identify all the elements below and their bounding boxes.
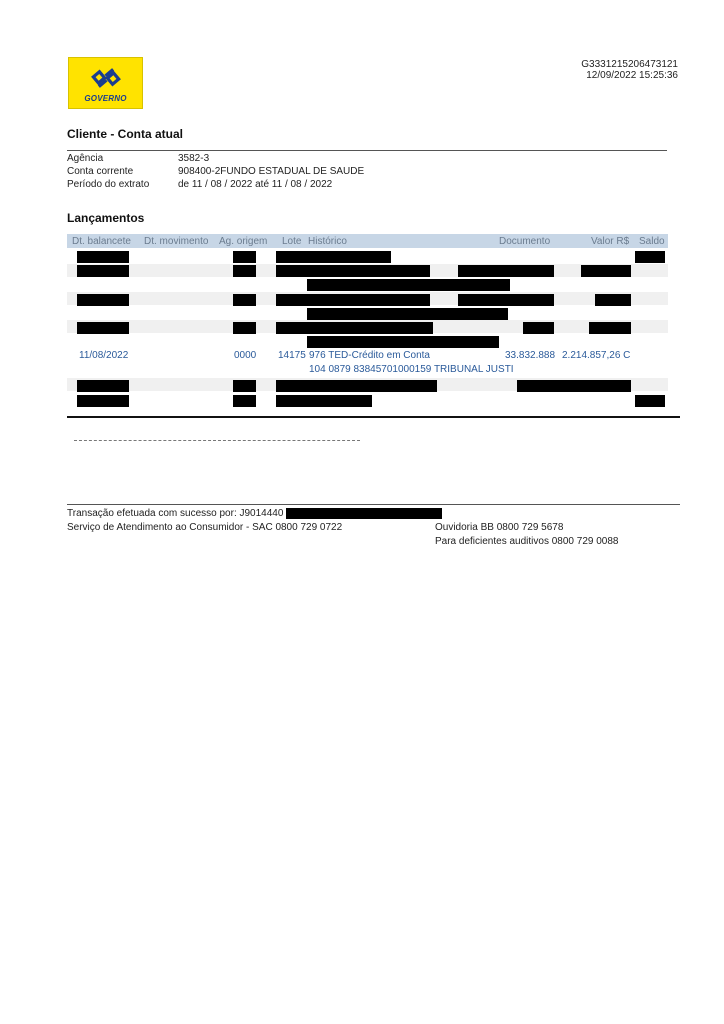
conta-value: 908400-2FUNDO ESTADUAL DE SAUDE — [178, 166, 365, 177]
col-historico: Histórico — [308, 236, 347, 247]
redaction-bar — [307, 308, 508, 320]
redaction-bar — [458, 265, 554, 277]
agencia-label: Agência — [67, 153, 104, 164]
redaction-bar — [276, 395, 372, 407]
ouvidoria-contact: Ouvidoria BB 0800 729 5678 — [435, 522, 564, 533]
agencia-value: 3582-3 — [178, 153, 210, 164]
redaction-bar — [635, 251, 665, 263]
deficientes-contact: Para deficientes auditivos 0800 729 0088 — [435, 536, 619, 547]
periodo-value: de 11 / 08 / 2022 até 11 / 08 / 2022 — [178, 179, 333, 190]
row-valor: 2.214.857,26 C — [562, 350, 631, 361]
redaction-bar — [307, 336, 499, 348]
document-meta — [581, 59, 678, 81]
transaction-status: Transação efetuada com sucesso por: J9014440 — [67, 508, 284, 519]
redaction-bar — [307, 279, 510, 291]
row-dt-balancete: 11/08/2022 — [79, 350, 129, 361]
lancamentos-title: Lançamentos — [67, 211, 145, 225]
redaction-bar — [276, 251, 391, 263]
row-historico: 976 TED-Crédito em Conta — [309, 350, 430, 361]
client-divider — [67, 150, 667, 151]
col-valor: Valor R$ — [591, 236, 630, 247]
logo-text: GOVERNO — [84, 94, 127, 103]
sac-contact: Serviço de Atendimento ao Consumidor - SAC 0800 729 0722 — [67, 522, 343, 533]
redaction-bar — [77, 322, 129, 334]
redaction-bar — [77, 251, 129, 263]
redaction-bar — [276, 294, 430, 306]
col-dt-movimento: Dt. movimento — [144, 236, 209, 247]
redaction-bar — [635, 395, 665, 407]
client-section-title: Cliente - Conta atual — [67, 127, 184, 141]
redaction-bar — [233, 251, 256, 263]
bb-logo-icon — [69, 58, 144, 98]
col-ag-origem: Ag. origem — [219, 236, 268, 247]
row-detalhe: 104 0879 83845701000159 TRIBUNAL JUSTI — [309, 364, 514, 375]
document-id: G3331215206473121 — [581, 59, 678, 70]
redaction-bar — [233, 395, 256, 407]
document-datetime: 12/09/2022 15:25:36 — [586, 70, 678, 81]
redaction-bar — [233, 322, 256, 334]
redaction-bar — [77, 294, 129, 306]
redaction-bar — [523, 322, 554, 334]
conta-label: Conta corrente — [67, 166, 134, 177]
redaction-bar — [233, 294, 256, 306]
redaction-bar — [595, 294, 631, 306]
redaction-bar — [276, 265, 430, 277]
redaction-bar — [276, 380, 437, 392]
table-bottom-rule — [67, 416, 680, 418]
col-lote: Lote — [282, 236, 302, 247]
col-dt-balancete: Dt. balancete — [72, 236, 131, 247]
redaction-bar — [286, 508, 442, 519]
row-lote: 14175 — [278, 350, 306, 361]
redaction-bar — [77, 395, 129, 407]
redaction-bar — [77, 380, 129, 392]
dashed-separator — [74, 440, 360, 441]
row-ag-origem: 0000 — [234, 350, 257, 361]
footer-divider — [67, 504, 680, 505]
redaction-bar — [233, 380, 256, 392]
col-documento: Documento — [499, 236, 551, 247]
col-saldo: Saldo — [639, 236, 665, 247]
periodo-label: Período do extrato — [67, 179, 150, 190]
bb-logo — [68, 57, 143, 109]
redaction-bar — [581, 265, 631, 277]
redaction-bar — [276, 322, 433, 334]
row-documento: 33.832.888 — [505, 350, 556, 361]
redaction-bar — [77, 265, 129, 277]
redaction-bar — [458, 294, 554, 306]
redaction-bar — [233, 265, 256, 277]
redaction-bar — [589, 322, 631, 334]
redaction-bar — [517, 380, 631, 392]
